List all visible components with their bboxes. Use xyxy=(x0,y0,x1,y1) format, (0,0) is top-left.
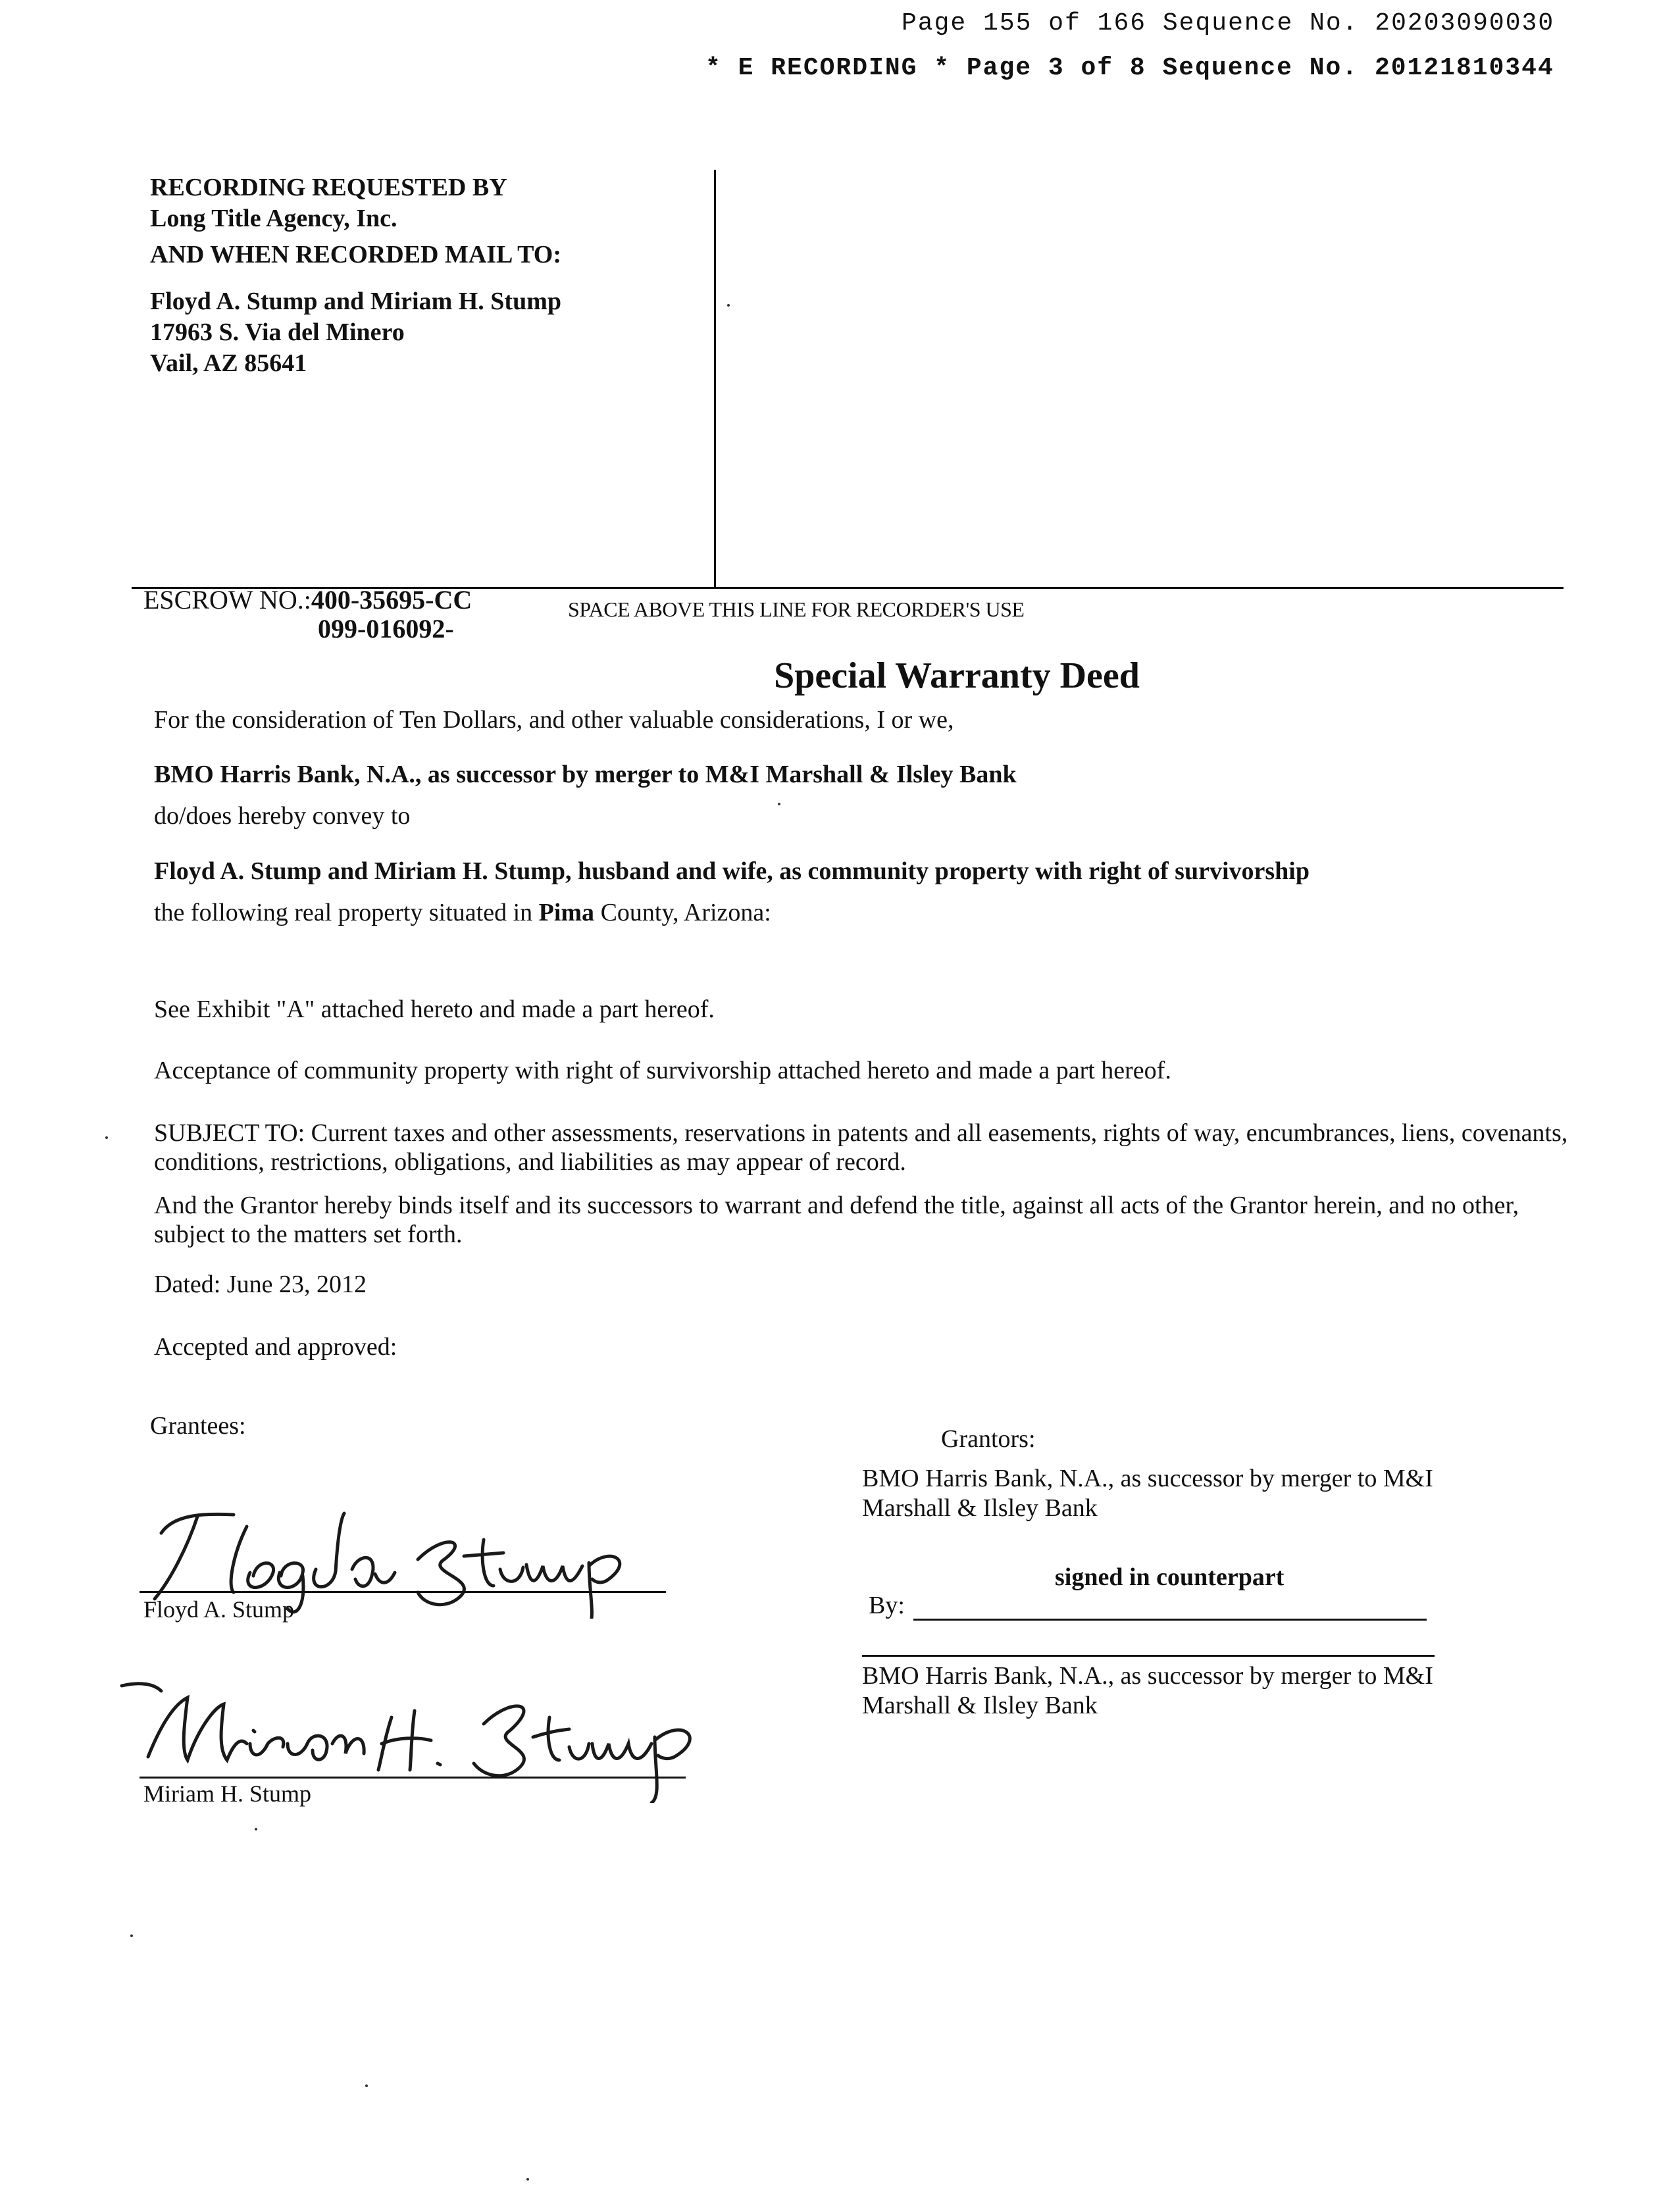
grantee-name: Floyd A. Stump and Miriam H. Stump, husband and wife, as community property with right of survivorship xyxy=(154,857,1310,885)
grantor-separator-line xyxy=(862,1655,1435,1657)
convey-text: do/does hereby convey to xyxy=(154,802,411,830)
property-county: Pima xyxy=(538,899,595,926)
by-label: By: xyxy=(869,1592,905,1619)
recording-info-block xyxy=(150,172,561,379)
scan-speck xyxy=(105,1136,108,1139)
scan-speck xyxy=(778,803,780,805)
requested-by-label: RECORDING REQUESTED BY xyxy=(150,174,507,201)
miriam-signature-line xyxy=(140,1777,686,1779)
e-recording-header: * E RECORDING * Page 3 of 8 Sequence No. 20121810344 xyxy=(705,54,1554,82)
mail-to-street: 17963 S. Via del Minero xyxy=(150,318,405,346)
grantees-label: Grantees: xyxy=(150,1412,246,1440)
property-prefix: the following real property situated in xyxy=(154,899,539,926)
floyd-signature-line xyxy=(140,1591,666,1593)
scan-speck xyxy=(727,304,730,307)
escrow-label: ESCROW NO.: xyxy=(143,585,311,615)
accepted-approved-label: Accepted and approved: xyxy=(154,1333,397,1361)
escrow-block xyxy=(143,586,472,644)
scan-speck xyxy=(130,1934,133,1937)
escrow-number-2: 099-016092- xyxy=(318,614,454,644)
mail-to-city: Vail, AZ 85641 xyxy=(150,349,307,377)
floyd-name-label: Floyd A. Stump xyxy=(143,1596,295,1623)
mail-to-label: AND WHEN RECORDED MAIL TO: xyxy=(150,241,561,268)
miriam-name-label: Miriam H. Stump xyxy=(143,1780,312,1807)
requested-by-value: Long Title Agency, Inc. xyxy=(150,205,397,232)
scan-speck xyxy=(255,1828,257,1831)
grantor-entity-line1: BMO Harris Bank, N.A., as successor by merger to M&I xyxy=(862,1465,1433,1492)
warranty-text: And the Grantor hereby binds itself and its successors to warrant and defend the title, against all acts of the Grantor herein, and no other, subject to the matters set forth. xyxy=(154,1192,1519,1248)
mail-to-name: Floyd A. Stump and Miriam H. Stump xyxy=(150,288,561,315)
deed-title xyxy=(0,655,1680,697)
grantor-name: BMO Harris Bank, N.A., as successor by merger to M&I Marshall & Ilsley Bank xyxy=(154,761,1017,788)
dated-text: Dated: June 23, 2012 xyxy=(154,1271,367,1298)
consideration-text: For the consideration of Ten Dollars, and other valuable considerations, I or we, xyxy=(154,706,954,734)
grantor-entity2-line2: Marshall & Ilsley Bank xyxy=(862,1692,1098,1719)
escrow-number: 400-35695-CC xyxy=(311,585,472,615)
escrow-number-row xyxy=(143,586,472,615)
grantor-entity2-line1: BMO Harris Bank, N.A., as successor by merger to M&I xyxy=(862,1662,1433,1690)
grantors-label: Grantors: xyxy=(941,1425,1036,1453)
scan-speck xyxy=(365,2084,368,2087)
recorder-box-divider xyxy=(714,170,716,588)
signed-in-counterpart: signed in counterpart xyxy=(1055,1563,1285,1591)
acceptance-text: Acceptance of community property with right of survivorship attached hereto and made a part hereof. xyxy=(154,1057,1171,1084)
grantor-entity-line2: Marshall & Ilsley Bank xyxy=(862,1494,1098,1522)
recorder-use-notice: SPACE ABOVE THIS LINE FOR RECORDER'S USE xyxy=(568,597,1025,621)
property-location xyxy=(154,898,771,927)
by-signature-line xyxy=(913,1619,1427,1621)
exhibit-reference: See Exhibit "A" attached hereto and made a part hereof. xyxy=(154,996,715,1023)
property-suffix: County, Arizona: xyxy=(594,899,771,926)
page-sequence-header: Page 155 of 166 Sequence No. 20203090030 xyxy=(902,9,1555,38)
subject-to-text: SUBJECT TO: Current taxes and other assessments, reservations in patents and all easements, rights of way, encumbrances, liens, covenants, conditions, restrictions, obligations, and liabilities as may appear of record. xyxy=(154,1119,1568,1176)
deed-title-text: Special Warranty Deed xyxy=(774,655,1140,696)
scan-speck xyxy=(526,2178,529,2181)
